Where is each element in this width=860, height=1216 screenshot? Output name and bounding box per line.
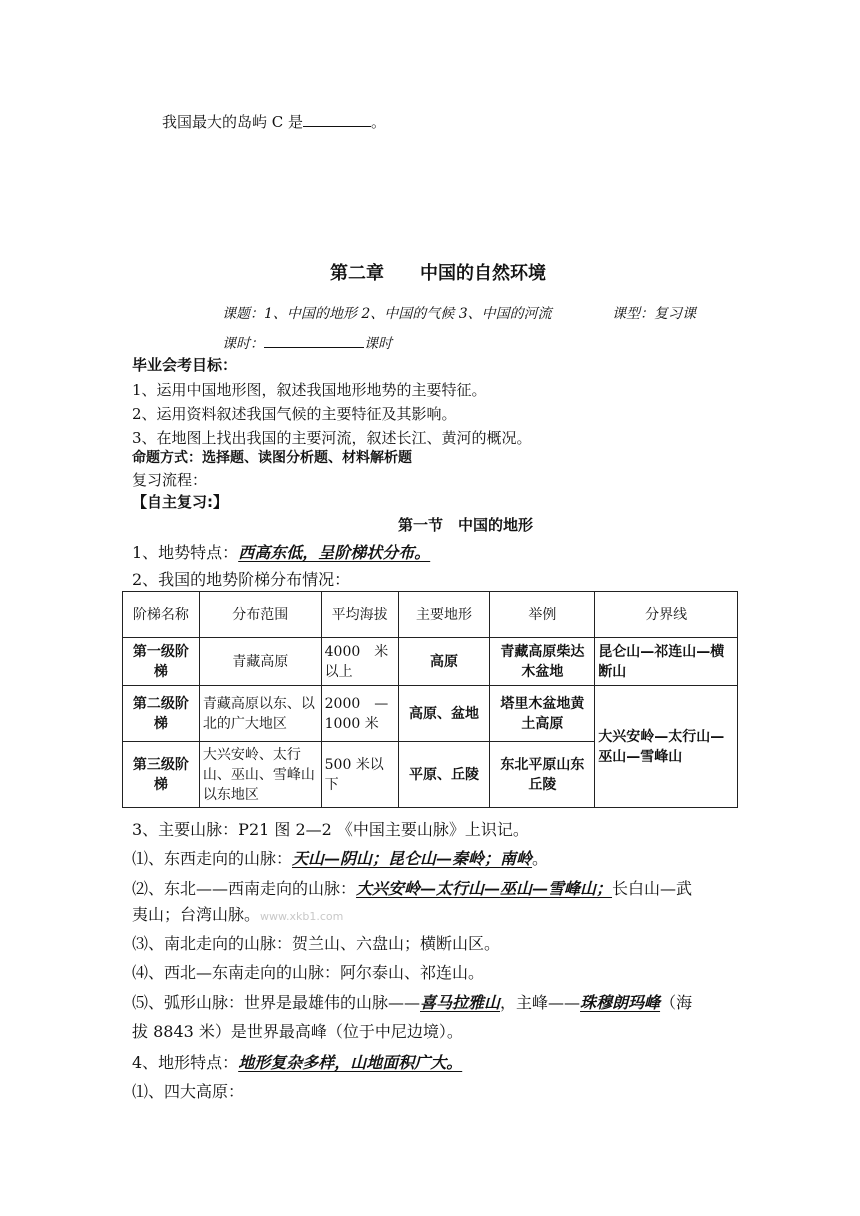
step-landform: 高原 [398,638,490,686]
goal-item: 3、在地图上找出我国的主要河流，叙述长江、黄河的概况。 [132,429,532,447]
step-name: 第二级阶梯 [123,686,200,742]
everest-answer: 珠穆朗玛峰 [580,993,661,1012]
answer-blank[interactable] [303,112,371,127]
mountains-ns: ⑶、南北走向的山脉：贺兰山、六盘山；横断山区。 [132,934,501,953]
mountains-arc: ⑸、弧形山脉：世界是最雄伟的山脉——喜马拉雅山，主峰——珠穆朗玛峰（海 [132,993,693,1012]
table-row [123,638,738,686]
header-cell: 分布范围 [199,592,321,638]
table-header-row [123,592,738,638]
step-range: 大兴安岭、太行山、巫山、雪峰山以东地区 [199,742,321,808]
step-altitude: 2000 —1000 米 [321,686,398,742]
step-range: 青藏高原 [199,638,321,686]
mountains-intro: 3、主要山脉：P21 图 2—2 《中国主要山脉》上识记。 [132,820,529,839]
mountains-ne: ⑵、东北——西南走向的山脉：大兴安岭—太行山—巫山—雪峰山；长白山—武 [132,879,693,898]
goals-heading: 毕业会考目标： [132,356,238,374]
step-examples: 塔里木盆地黄土高原 [490,686,595,742]
mountains-arc-cont: 拔 8843 米）是世界最高峰（位于中尼边境）。 [132,1022,463,1041]
terrain-feature-answer: 西高东低，呈阶梯状分布。 [238,543,431,562]
plateaus-heading: ⑴、四大高原： [132,1082,245,1101]
intro-text: 我国最大的岛屿 C 是 [162,113,304,131]
mountains-nwse: ⑷、西北—东南走向的山脉：阿尔泰山、祁连山。 [132,963,485,982]
mountains-ew: ⑴、东西走向的山脉：天山—阴山；昆仑山—秦岭；南岭。 [132,849,549,868]
header-cell: 分界线 [595,592,738,638]
header-cell: 举例 [490,592,595,638]
landform-feature-answer: 地形复杂多样，山地面积广大。 [238,1053,463,1072]
lesson-hours: 课时： 课时 [222,333,392,354]
header-cell: 主要地形 [398,592,490,638]
step-altitude: 4000 米以上 [321,638,398,686]
step-altitude: 500 米以下 [321,742,398,808]
goal-item: 1、运用中国地形图，叙述我国地形地势的主要特征。 [132,381,487,399]
section-title: 第一节 中国的地形 [398,516,534,534]
step-name: 第一级阶梯 [123,638,200,686]
mountains-ne-answer: 大兴安岭—太行山—巫山—雪峰山； [356,879,613,898]
self-review-heading: 【自主复习:】 [132,493,228,511]
terrain-steps-table [122,591,738,808]
hours-blank[interactable] [264,333,364,348]
lesson-type: 课型：复习课 [612,306,696,322]
lesson-topic: 课题：1、中国的地形 2、中国的气候 3、中国的河流 [222,306,552,322]
step-examples: 东北平原山东丘陵 [490,742,595,808]
chapter-title: 第二章 中国的自然环境 [330,263,546,284]
watermark: www.xkb1.com [260,910,344,923]
step-landform: 平原、丘陵 [398,742,490,808]
table-row [123,686,738,742]
question-types: 命题方式：选择题、读图分析题、材料解析题 [132,450,412,466]
intro-question: 我国最大的岛屿 C 是 。 [162,113,387,131]
step-boundary: 昆仑山—祁连山—横断山 [595,638,738,686]
himalaya-answer: 喜马拉雅山 [420,993,501,1012]
goal-item: 2、运用资料叙述我国气候的主要特征及其影响。 [132,405,457,423]
header-cell: 阶梯名称 [123,592,200,638]
step-examples: 青藏高原柴达木盆地 [490,638,595,686]
review-process: 复习流程： [132,471,208,489]
steps-intro: 2、我国的地势阶梯分布情况： [132,570,351,589]
terrain-feature: 1、地势特点：西高东低，呈阶梯状分布。 [132,543,431,562]
step-landform: 高原、盆地 [398,686,490,742]
step-boundary: 大兴安岭—太行山—巫山—雪峰山 [595,686,738,808]
mountains-ew-answer: 天山—阴山；昆仑山—秦岭；南岭 [292,849,533,868]
step-name: 第三级阶梯 [123,742,200,808]
header-cell: 平均海拔 [321,592,398,638]
step-range: 青藏高原以东、以北的广大地区 [199,686,321,742]
mountains-ne-cont: 夷山；台湾山脉。www.xkb1.com [132,905,344,924]
landform-feature: 4、地形特点：地形复杂多样，山地面积广大。 [132,1053,463,1072]
